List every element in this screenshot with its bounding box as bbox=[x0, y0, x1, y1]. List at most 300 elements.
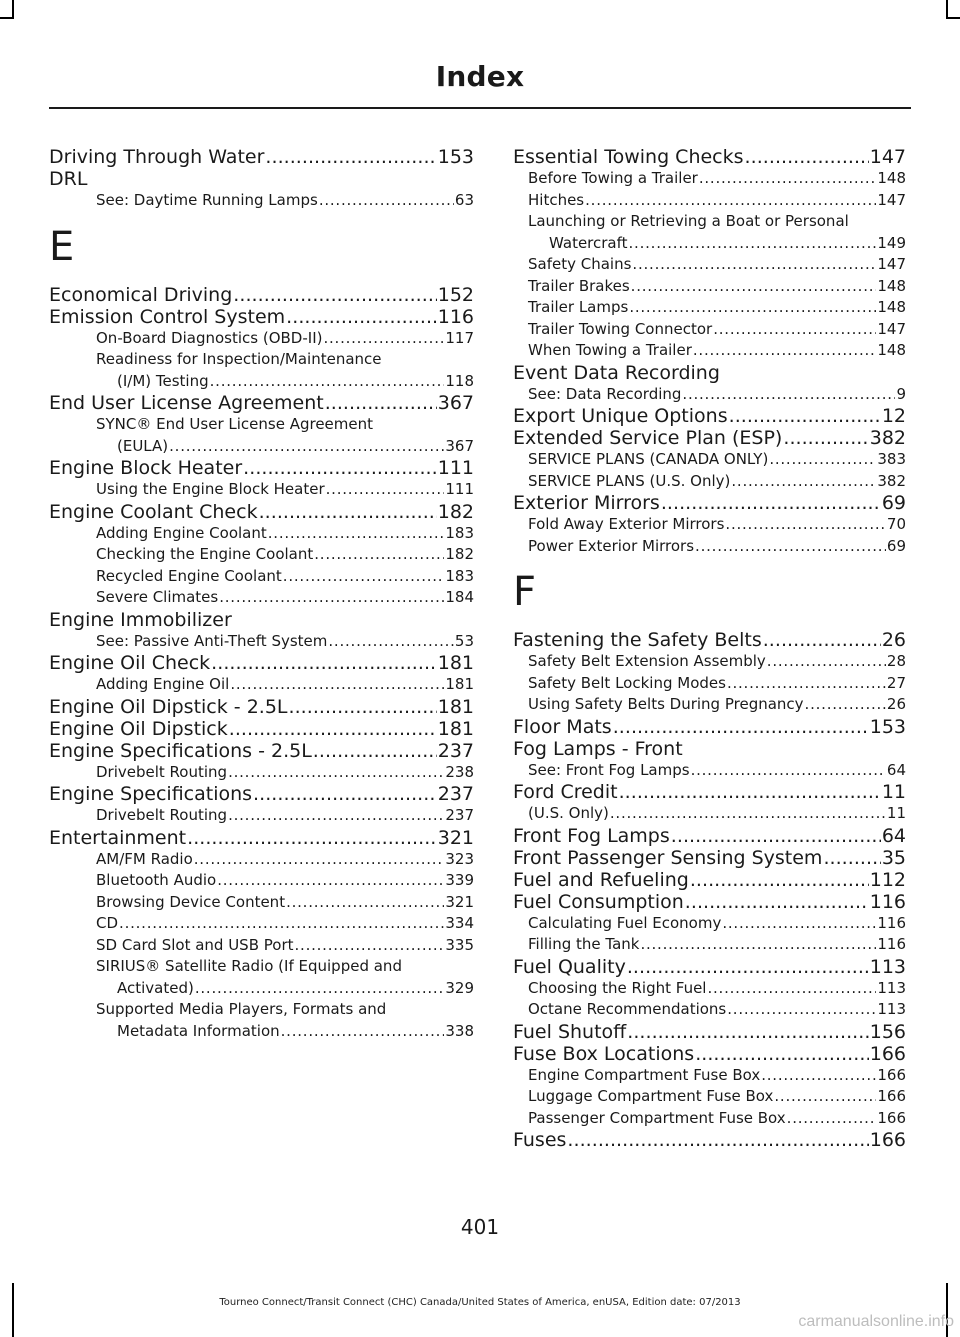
index-entry bbox=[513, 825, 906, 847]
index-subentry-line: SYNC® End User License Agreement bbox=[96, 415, 374, 433]
entry-label: Using the Engine Block Heater bbox=[96, 480, 325, 498]
entry-label: Passenger Compartment Fuse Box bbox=[528, 1108, 786, 1127]
entry-page-number: 116 bbox=[877, 913, 906, 932]
entry-label: Engine Block Heater bbox=[49, 457, 243, 479]
index-subentry bbox=[513, 1108, 906, 1130]
entry-label: Adding Engine Coolant bbox=[96, 523, 267, 542]
index-subentry bbox=[513, 254, 906, 276]
index-subentry-line: SIRIUS® Satellite Radio (If Equipped and bbox=[96, 957, 402, 975]
entry-page-number: 182 bbox=[445, 545, 474, 563]
index-subentry bbox=[49, 805, 474, 827]
dot-leader bbox=[326, 479, 445, 501]
entry-label: See: Passive Anti-Theft System bbox=[96, 631, 328, 650]
dot-leader bbox=[313, 740, 437, 762]
dot-leader bbox=[286, 306, 437, 328]
index-entry bbox=[513, 1043, 906, 1065]
entry-page-number: 27 bbox=[886, 673, 906, 692]
dot-leader bbox=[685, 891, 869, 913]
dot-leader bbox=[695, 1043, 869, 1065]
dot-leader bbox=[729, 405, 881, 427]
entry-page-number: 184 bbox=[445, 588, 474, 606]
entry-page-number: 70 bbox=[886, 515, 906, 533]
index-heading: Event Data Recording bbox=[513, 361, 720, 384]
dot-leader bbox=[289, 696, 437, 718]
dot-leader bbox=[731, 471, 876, 493]
entry-page-number: 147 bbox=[877, 255, 906, 273]
entry-label: Engine Specifications - 2.5L bbox=[49, 739, 312, 762]
entry-page-number: 116 bbox=[869, 890, 906, 913]
entry-page-number: 111 bbox=[445, 480, 474, 498]
entry-label: End User License Agreement bbox=[49, 392, 324, 414]
entry-page-number: 321 bbox=[437, 826, 474, 849]
entry-label: Trailer Lamps bbox=[528, 298, 629, 316]
entry-label: Engine Specifications bbox=[49, 783, 253, 805]
entry-page-number: 183 bbox=[445, 523, 474, 542]
dot-leader bbox=[585, 190, 876, 212]
index-subentry bbox=[513, 168, 906, 190]
index-entry bbox=[513, 869, 906, 891]
dot-leader bbox=[219, 587, 444, 609]
entry-label: Fastening the Safety Belts bbox=[513, 629, 762, 651]
crop-mark-top-left-v bbox=[12, 0, 14, 18]
index-entry bbox=[49, 146, 474, 168]
entry-label: Driving Through Water bbox=[49, 146, 265, 168]
entry-label: Fuses bbox=[513, 1129, 567, 1151]
entry-page-number: 383 bbox=[877, 450, 906, 468]
index-subentry bbox=[513, 934, 906, 956]
entry-page-number: 238 bbox=[445, 762, 474, 781]
entry-page-number: 147 bbox=[877, 190, 906, 209]
entry-label: See: Front Fog Lamps bbox=[528, 760, 690, 779]
dot-leader bbox=[725, 514, 886, 536]
index-entry bbox=[49, 652, 474, 674]
entry-label: Front Fog Lamps bbox=[513, 824, 670, 847]
header-divider bbox=[49, 107, 911, 109]
dot-leader bbox=[691, 760, 886, 782]
entry-page-number: 64 bbox=[886, 760, 906, 779]
dot-leader bbox=[217, 870, 444, 892]
entry-label: Adding Engine Oil bbox=[96, 675, 230, 693]
entry-label: SERVICE PLANS (U.S. Only) bbox=[528, 471, 731, 490]
page-number: 401 bbox=[460, 1215, 500, 1239]
entry-page-number: 149 bbox=[877, 233, 906, 252]
index-subentry bbox=[49, 479, 474, 501]
index-subentry-line: Launching or Retrieving a Boat or Personal bbox=[528, 212, 849, 230]
entry-page-number: 367 bbox=[445, 436, 474, 455]
entry-page-number: 53 bbox=[454, 631, 474, 650]
entry-page-number: 69 bbox=[881, 492, 906, 514]
index-subentry bbox=[513, 340, 906, 362]
crop-mark-bottom-left-v bbox=[12, 1283, 14, 1337]
index-subentry bbox=[49, 544, 474, 566]
index-entry bbox=[513, 492, 906, 514]
crop-mark-top-right-h bbox=[946, 17, 960, 19]
index-subentry bbox=[513, 190, 906, 212]
entry-label: Floor Mats bbox=[513, 715, 612, 738]
index-subentry bbox=[49, 978, 474, 1000]
dot-leader bbox=[693, 340, 876, 362]
entry-page-number: 166 bbox=[877, 1087, 906, 1105]
entry-page-number: 152 bbox=[437, 283, 474, 306]
dot-leader bbox=[567, 1129, 868, 1151]
entry-label: Filling the Tank bbox=[528, 935, 640, 953]
entry-label: Ford Credit bbox=[513, 781, 618, 803]
entry-page-number: 338 bbox=[445, 1021, 474, 1040]
entry-label: Watercraft bbox=[549, 233, 628, 252]
entry-page-number: 64 bbox=[881, 824, 906, 847]
entry-page-number: 147 bbox=[877, 319, 906, 338]
dot-leader bbox=[281, 1021, 445, 1043]
dot-leader bbox=[187, 827, 437, 849]
entry-label: Using Safety Belts During Pregnancy bbox=[528, 695, 804, 713]
index-entry bbox=[49, 457, 474, 479]
entry-page-number: 153 bbox=[437, 146, 474, 168]
edition-footer: Tourneo Connect/Transit Connect (CHC) Canada/United States of America, enUSA, Edition date: 07/2013 bbox=[219, 1297, 741, 1308]
entry-label: Economical Driving bbox=[49, 283, 233, 306]
entry-label: Entertainment bbox=[49, 826, 187, 849]
index-entry bbox=[49, 284, 474, 306]
index-subentry bbox=[49, 1021, 474, 1043]
entry-page-number: 113 bbox=[869, 955, 906, 978]
dot-leader bbox=[631, 276, 877, 298]
entry-page-number: 166 bbox=[869, 1042, 906, 1065]
index-entry bbox=[513, 146, 906, 168]
index-entry bbox=[513, 781, 906, 803]
entry-label: Engine Compartment Fuse Box bbox=[528, 1065, 761, 1084]
dot-leader bbox=[328, 631, 454, 653]
dot-leader bbox=[767, 651, 886, 673]
index-subentry bbox=[49, 190, 474, 212]
watermark: carmanualsonline.info bbox=[798, 1313, 954, 1330]
index-heading: Engine Immobilizer bbox=[49, 608, 232, 631]
index-subentry bbox=[513, 673, 906, 695]
entry-label: Bluetooth Audio bbox=[96, 871, 217, 889]
index-subentry bbox=[49, 587, 474, 609]
index-entry bbox=[49, 501, 474, 523]
dot-leader bbox=[325, 392, 437, 414]
dot-leader bbox=[314, 544, 444, 566]
index-subentry bbox=[49, 913, 474, 935]
index-entry bbox=[513, 427, 906, 449]
dot-leader bbox=[695, 536, 886, 558]
entry-page-number: 183 bbox=[445, 566, 474, 585]
entry-label: Fuel Quality bbox=[513, 955, 626, 978]
index-subentry bbox=[49, 566, 474, 588]
entry-label: See: Data Recording bbox=[528, 384, 682, 403]
entry-page-number: 382 bbox=[877, 471, 906, 490]
dot-leader bbox=[805, 694, 886, 716]
dot-leader bbox=[713, 319, 876, 341]
entry-page-number: 156 bbox=[869, 1020, 906, 1043]
dot-leader bbox=[295, 935, 445, 957]
dot-leader bbox=[629, 233, 877, 255]
crop-mark-top-left-h bbox=[0, 17, 14, 19]
index-subentry bbox=[513, 978, 906, 1000]
entry-page-number: 237 bbox=[445, 806, 474, 824]
index-subentry bbox=[513, 651, 906, 673]
index-subentry bbox=[49, 328, 474, 350]
entry-label: Essential Towing Checks bbox=[513, 146, 744, 168]
dot-leader bbox=[319, 190, 454, 212]
dot-leader bbox=[253, 783, 437, 805]
entry-page-number: 329 bbox=[445, 978, 474, 997]
index-entry bbox=[49, 783, 474, 805]
dot-leader bbox=[671, 825, 881, 847]
entry-page-number: 112 bbox=[869, 868, 906, 891]
index-subentry bbox=[513, 297, 906, 319]
entry-label: On-Board Diagnostics (OBD-II) bbox=[96, 328, 323, 347]
index-subentry bbox=[513, 536, 906, 558]
dot-leader bbox=[763, 629, 881, 651]
index-entry bbox=[49, 392, 474, 414]
dot-leader bbox=[619, 781, 881, 803]
index-entry bbox=[49, 718, 474, 740]
index-entry bbox=[49, 696, 474, 718]
entry-label: See: Daytime Running Lamps bbox=[96, 191, 318, 209]
index-subentry bbox=[513, 319, 906, 341]
index-subentry bbox=[513, 384, 906, 406]
entry-label: Power Exterior Mirrors bbox=[528, 536, 695, 555]
entry-page-number: 116 bbox=[437, 305, 474, 328]
index-heading: Fog Lamps - Front bbox=[513, 737, 683, 760]
entry-page-number: 182 bbox=[437, 500, 474, 523]
index-subentry bbox=[49, 892, 474, 914]
dot-leader bbox=[228, 762, 444, 784]
entry-page-number: 323 bbox=[445, 849, 474, 868]
dot-leader bbox=[761, 1065, 876, 1087]
index-heading: DRL bbox=[49, 168, 88, 190]
index-subentry bbox=[49, 631, 474, 653]
index-subentry bbox=[49, 436, 474, 458]
dot-leader bbox=[745, 146, 869, 168]
index-entry bbox=[513, 629, 906, 651]
index-entry bbox=[49, 306, 474, 328]
dot-leader bbox=[699, 168, 877, 190]
entry-label: (EULA) bbox=[117, 436, 169, 455]
entry-page-number: 237 bbox=[437, 783, 474, 805]
entry-label: Extended Service Plan (ESP) bbox=[513, 427, 783, 449]
entry-label: Recycled Engine Coolant bbox=[96, 566, 282, 585]
entry-label: Engine Oil Dipstick - 2.5L bbox=[49, 695, 288, 718]
index-subentry bbox=[513, 449, 906, 471]
entry-label: Octane Recommendations bbox=[528, 1000, 727, 1018]
dot-leader bbox=[243, 457, 437, 479]
entry-page-number: 237 bbox=[437, 739, 474, 762]
entry-page-number: 11 bbox=[881, 781, 906, 803]
dot-leader bbox=[661, 492, 881, 514]
entry-page-number: 148 bbox=[877, 298, 906, 316]
dot-leader bbox=[228, 805, 444, 827]
dot-leader bbox=[259, 501, 437, 523]
dot-leader bbox=[229, 718, 437, 740]
dot-leader bbox=[286, 892, 444, 914]
index-subentry bbox=[513, 1065, 906, 1087]
dot-leader bbox=[682, 384, 895, 406]
entry-page-number: 382 bbox=[869, 427, 906, 449]
index-subentry bbox=[513, 999, 906, 1021]
entry-label: Engine Oil Dipstick bbox=[49, 717, 228, 740]
entry-page-number: 116 bbox=[877, 935, 906, 953]
dot-leader bbox=[265, 146, 436, 168]
dot-leader bbox=[769, 449, 876, 471]
entry-page-number: 69 bbox=[886, 536, 906, 555]
entry-page-number: 339 bbox=[445, 871, 474, 889]
index-subentry bbox=[49, 674, 474, 696]
entry-page-number: 26 bbox=[881, 629, 906, 651]
dot-leader bbox=[210, 371, 445, 393]
index-subentry bbox=[513, 803, 906, 825]
entry-label: Fold Away Exterior Mirrors bbox=[528, 515, 725, 533]
index-entry bbox=[513, 891, 906, 913]
entry-label: Checking the Engine Coolant bbox=[96, 545, 314, 563]
dot-leader bbox=[194, 849, 445, 871]
dot-leader bbox=[613, 716, 869, 738]
index-subentry bbox=[513, 694, 906, 716]
entry-label: When Towing a Trailer bbox=[528, 341, 692, 359]
dot-leader bbox=[727, 673, 886, 695]
entry-label: CD bbox=[96, 914, 119, 932]
dot-leader bbox=[268, 523, 445, 545]
dot-leader bbox=[632, 254, 876, 276]
entry-page-number: 113 bbox=[877, 978, 906, 997]
entry-label: Browsing Device Content bbox=[96, 892, 286, 911]
entry-page-number: 35 bbox=[881, 846, 906, 869]
index-entry bbox=[513, 956, 906, 978]
entry-page-number: 11 bbox=[886, 804, 906, 822]
index-subentry bbox=[49, 870, 474, 892]
index-entry bbox=[513, 1129, 906, 1151]
dot-leader bbox=[119, 913, 444, 935]
entry-label: Fuel and Refueling bbox=[513, 868, 689, 891]
index-entry bbox=[49, 740, 474, 762]
entry-label: Emission Control System bbox=[49, 305, 286, 328]
entry-label: Before Towing a Trailer bbox=[528, 169, 698, 187]
entry-label: Trailer Brakes bbox=[528, 276, 630, 295]
dot-leader bbox=[727, 999, 876, 1021]
index-subentry bbox=[49, 762, 474, 784]
entry-label: (I/M) Testing bbox=[117, 371, 209, 390]
entry-page-number: 28 bbox=[886, 652, 906, 670]
entry-label: AM/FM Radio bbox=[96, 849, 193, 868]
entry-page-number: 147 bbox=[869, 146, 906, 168]
entry-page-number: 166 bbox=[877, 1108, 906, 1127]
section-letter: F bbox=[513, 569, 537, 615]
entry-label: Front Passenger Sensing System bbox=[513, 846, 823, 869]
index-subentry bbox=[49, 935, 474, 957]
entry-label: Hitches bbox=[528, 190, 585, 209]
entry-label: SD Card Slot and USB Port bbox=[96, 935, 294, 954]
entry-label: Luggage Compartment Fuse Box bbox=[528, 1087, 774, 1105]
entry-page-number: 181 bbox=[445, 675, 474, 693]
entry-page-number: 153 bbox=[869, 715, 906, 738]
entry-page-number: 63 bbox=[454, 191, 474, 209]
section-letter: E bbox=[49, 223, 75, 270]
index-entry bbox=[513, 405, 906, 427]
entry-label: Calculating Fuel Economy bbox=[528, 913, 722, 932]
entry-label: Fuse Box Locations bbox=[513, 1042, 695, 1065]
entry-page-number: 113 bbox=[877, 1000, 906, 1018]
index-subentry bbox=[49, 371, 474, 393]
dot-leader bbox=[774, 1086, 876, 1108]
entry-page-number: 367 bbox=[437, 392, 474, 414]
entry-label: Exterior Mirrors bbox=[513, 492, 660, 514]
index-subentry bbox=[513, 276, 906, 298]
entry-page-number: 334 bbox=[445, 914, 474, 932]
index-subentry bbox=[513, 1086, 906, 1108]
dot-leader bbox=[707, 978, 876, 1000]
dot-leader bbox=[233, 284, 436, 306]
entry-label: Fuel Consumption bbox=[513, 890, 684, 913]
entry-label: Activated) bbox=[117, 978, 194, 997]
index-column-left bbox=[49, 146, 474, 1042]
index-subentry bbox=[49, 523, 474, 545]
entry-page-number: 335 bbox=[445, 935, 474, 954]
entry-label: Drivebelt Routing bbox=[96, 806, 228, 824]
index-subentry bbox=[49, 849, 474, 871]
dot-leader bbox=[783, 427, 868, 449]
entry-label: SERVICE PLANS (CANADA ONLY) bbox=[528, 450, 769, 468]
dot-leader bbox=[690, 869, 869, 891]
index-subentry bbox=[513, 514, 906, 536]
entry-page-number: 26 bbox=[886, 695, 906, 713]
entry-label: Engine Coolant Check bbox=[49, 500, 258, 523]
entry-label: Safety Belt Extension Assembly bbox=[528, 652, 766, 670]
index-entry bbox=[49, 827, 474, 849]
dot-leader bbox=[211, 652, 437, 674]
dot-leader bbox=[640, 934, 876, 956]
entry-label: Safety Belt Locking Modes bbox=[528, 673, 726, 692]
entry-label: Drivebelt Routing bbox=[96, 762, 228, 781]
index-subentry bbox=[513, 913, 906, 935]
entry-page-number: 118 bbox=[445, 371, 474, 390]
dot-leader bbox=[627, 1021, 868, 1043]
entry-label: Export Unique Options bbox=[513, 405, 728, 427]
index-subentry-line: Supported Media Players, Formats and bbox=[96, 1000, 387, 1018]
entry-label: Engine Oil Check bbox=[49, 652, 211, 674]
dot-leader bbox=[787, 1108, 877, 1130]
dot-leader bbox=[230, 674, 444, 696]
entry-label: Trailer Towing Connector bbox=[528, 319, 713, 338]
index-column-right bbox=[513, 146, 906, 1151]
index-subentry bbox=[513, 471, 906, 493]
entry-page-number: 321 bbox=[445, 892, 474, 911]
index-subentry bbox=[513, 233, 906, 255]
entry-label: Metadata Information bbox=[117, 1021, 280, 1040]
index-subentry bbox=[513, 760, 906, 782]
entry-page-number: 181 bbox=[437, 652, 474, 674]
entry-page-number: 111 bbox=[437, 457, 474, 479]
entry-page-number: 148 bbox=[877, 276, 906, 295]
dot-leader bbox=[629, 297, 876, 319]
index-entry bbox=[513, 1021, 906, 1043]
page-title: Index bbox=[435, 60, 525, 93]
entry-label: Choosing the Right Fuel bbox=[528, 978, 707, 997]
entry-page-number: 166 bbox=[869, 1129, 906, 1151]
dot-leader bbox=[823, 847, 880, 869]
entry-page-number: 12 bbox=[881, 405, 906, 427]
entry-page-number: 117 bbox=[445, 328, 474, 347]
entry-page-number: 9 bbox=[896, 384, 906, 403]
entry-page-number: 181 bbox=[437, 695, 474, 718]
dot-leader bbox=[195, 978, 445, 1000]
entry-label: Severe Climates bbox=[96, 588, 219, 606]
entry-page-number: 166 bbox=[877, 1065, 906, 1084]
dot-leader bbox=[627, 956, 869, 978]
entry-page-number: 181 bbox=[437, 717, 474, 740]
dot-leader bbox=[169, 436, 444, 458]
dot-leader bbox=[323, 328, 444, 350]
dot-leader bbox=[283, 566, 445, 588]
